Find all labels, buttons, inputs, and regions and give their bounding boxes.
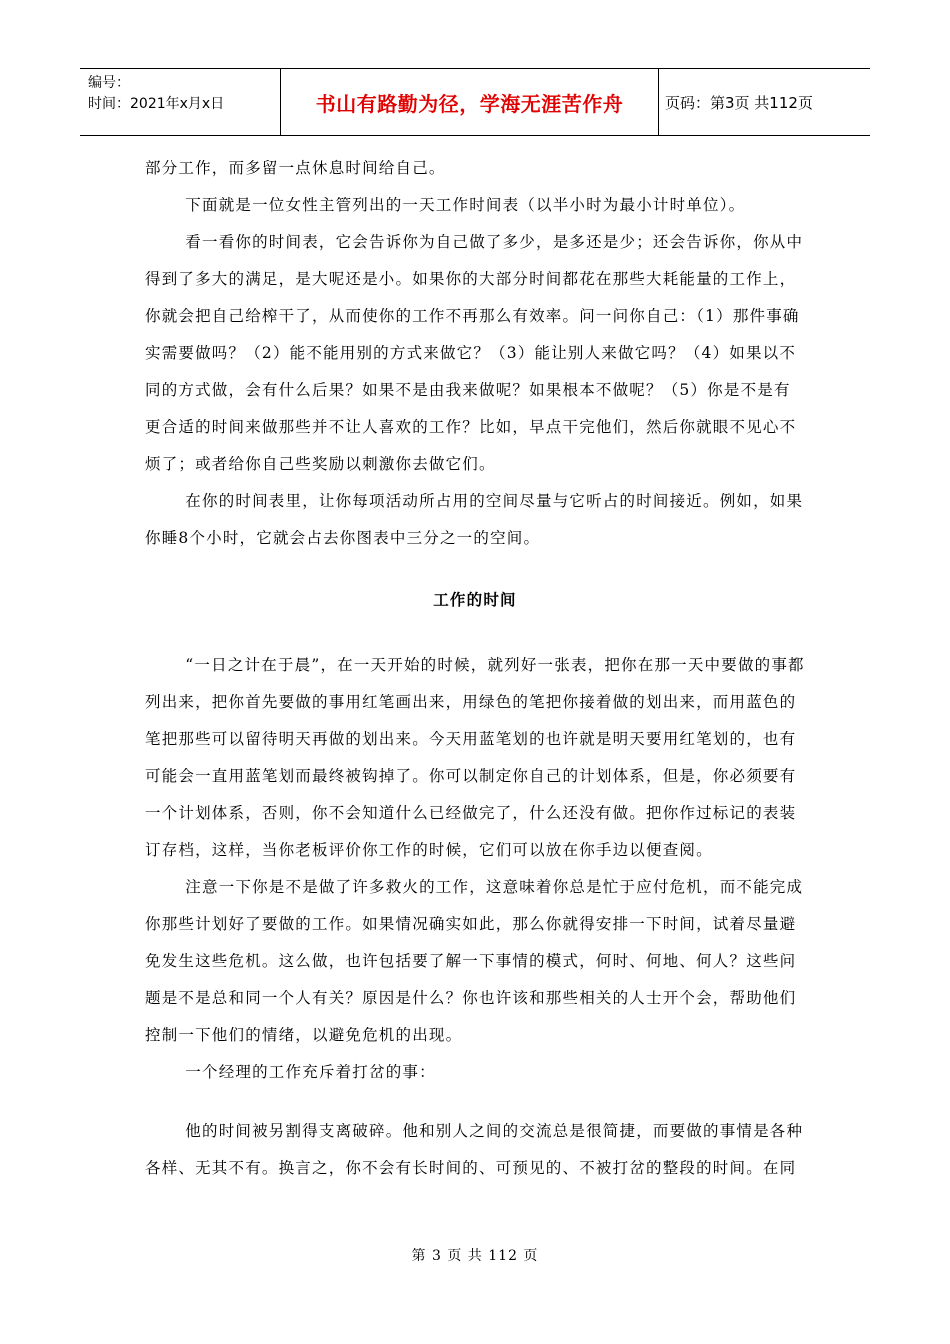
header-page-cell [659, 69, 870, 135]
paragraph: 在你的时间表里，让你每项活动所占用的空间尽量与它听占的时间接近。例如，如果你睡8个小时，它就会占去你图表中三分之一的空间。 [145, 492, 804, 547]
header-table [80, 68, 870, 136]
page-footer: 第 3 页 共 112 页 [411, 1248, 539, 1264]
page-info: 页码：第3页 共112页 [665, 93, 813, 112]
paragraph: 注意一下你是不是做了许多救火的工作，这意味着你总是忙于应付危机，而不能完成你那些计划好了要做的工作。如果情况确实如此，那么你就得安排一下时间，试着尽量避免发生这些危机。这么做，也许包括要了解一下事情的模式，何时、何地、何人？这些问题是不是总和同一个人有关？原因是什么？你也许该和那些相关的人士开个会，帮助他们控制一下他们的情绪，以避免危机的出现。 [145, 878, 804, 1044]
paragraph: 他的时间被另割得支离破碎。他和别人之间的交流总是很简捷，而要做的事情是各种各样、无其不有。换言之，你不会有长时间的、可预见的、不被打岔的整段的时间。在同 [145, 1122, 804, 1177]
paragraph: “一日之计在于晨”，在一天开始的时候，就列好一张表，把你在那一天中要做的事都列出来，把你首先要做的事用红笔画出来，用绿色的笔把你接着做的划出来，而用蓝色的笔把那些可以留待明天再做的划出来。今天用蓝笔划的也许就是明天要用红笔划的，也有可能会一直用蓝笔划而最终被钩掉了。你可以制定你自己的计划体系，但是，你必须要有一个计划体系，否则，你不会知道什么已经做完了，什么还没有做。把你作过标记的表装订存档，这样，当你老板评价你工作的时候，它们可以放在你手边以便查阅。 [145, 656, 805, 859]
paragraph: 一个经理的工作充斥着打岔的事： [185, 1063, 436, 1081]
spacer [145, 1091, 805, 1113]
header-meta [80, 69, 281, 135]
document-body [145, 150, 805, 1187]
section-title: 工作的时间 [433, 591, 517, 609]
paragraph: 下面就是一位女性主管列出的一天工作时间表（以半小时为最小计时单位）。 [185, 196, 746, 214]
time-label: 时间：2021年x月x日 [88, 96, 225, 112]
number-label: 编号： [88, 75, 130, 91]
header-motto-cell [281, 69, 659, 135]
motto: 书山有路勤为径，学海无涯苦作舟 [315, 91, 624, 116]
paragraph: 看一看你的时间表，它会告诉你为自己做了多少，是多还是少；还会告诉你，你从中得到了多大的满足，是大呢还是小。如果你的大部分时间都花在那些大耗能量的工作上，你就会把自己给榨干了，从而使你的工作不再那么有效率。问一问你自己：（1）那件事确实需要做吗？（2）能不能用别的方式来做它？（3）能让别人来做它吗？（4）如果以不同的方式做，会有什么后果？如果不是由我来做呢？如果根本不做呢？（5）你是不是有更合适的时间来做那些并不让人喜欢的工作？比如，早点干完他们，然后你就眼不见心不烦了；或者给你自己些奖励以刺激你去做它们。 [145, 233, 804, 473]
paragraph: 部分工作，而多留一点休息时间给自己。 [145, 159, 446, 177]
